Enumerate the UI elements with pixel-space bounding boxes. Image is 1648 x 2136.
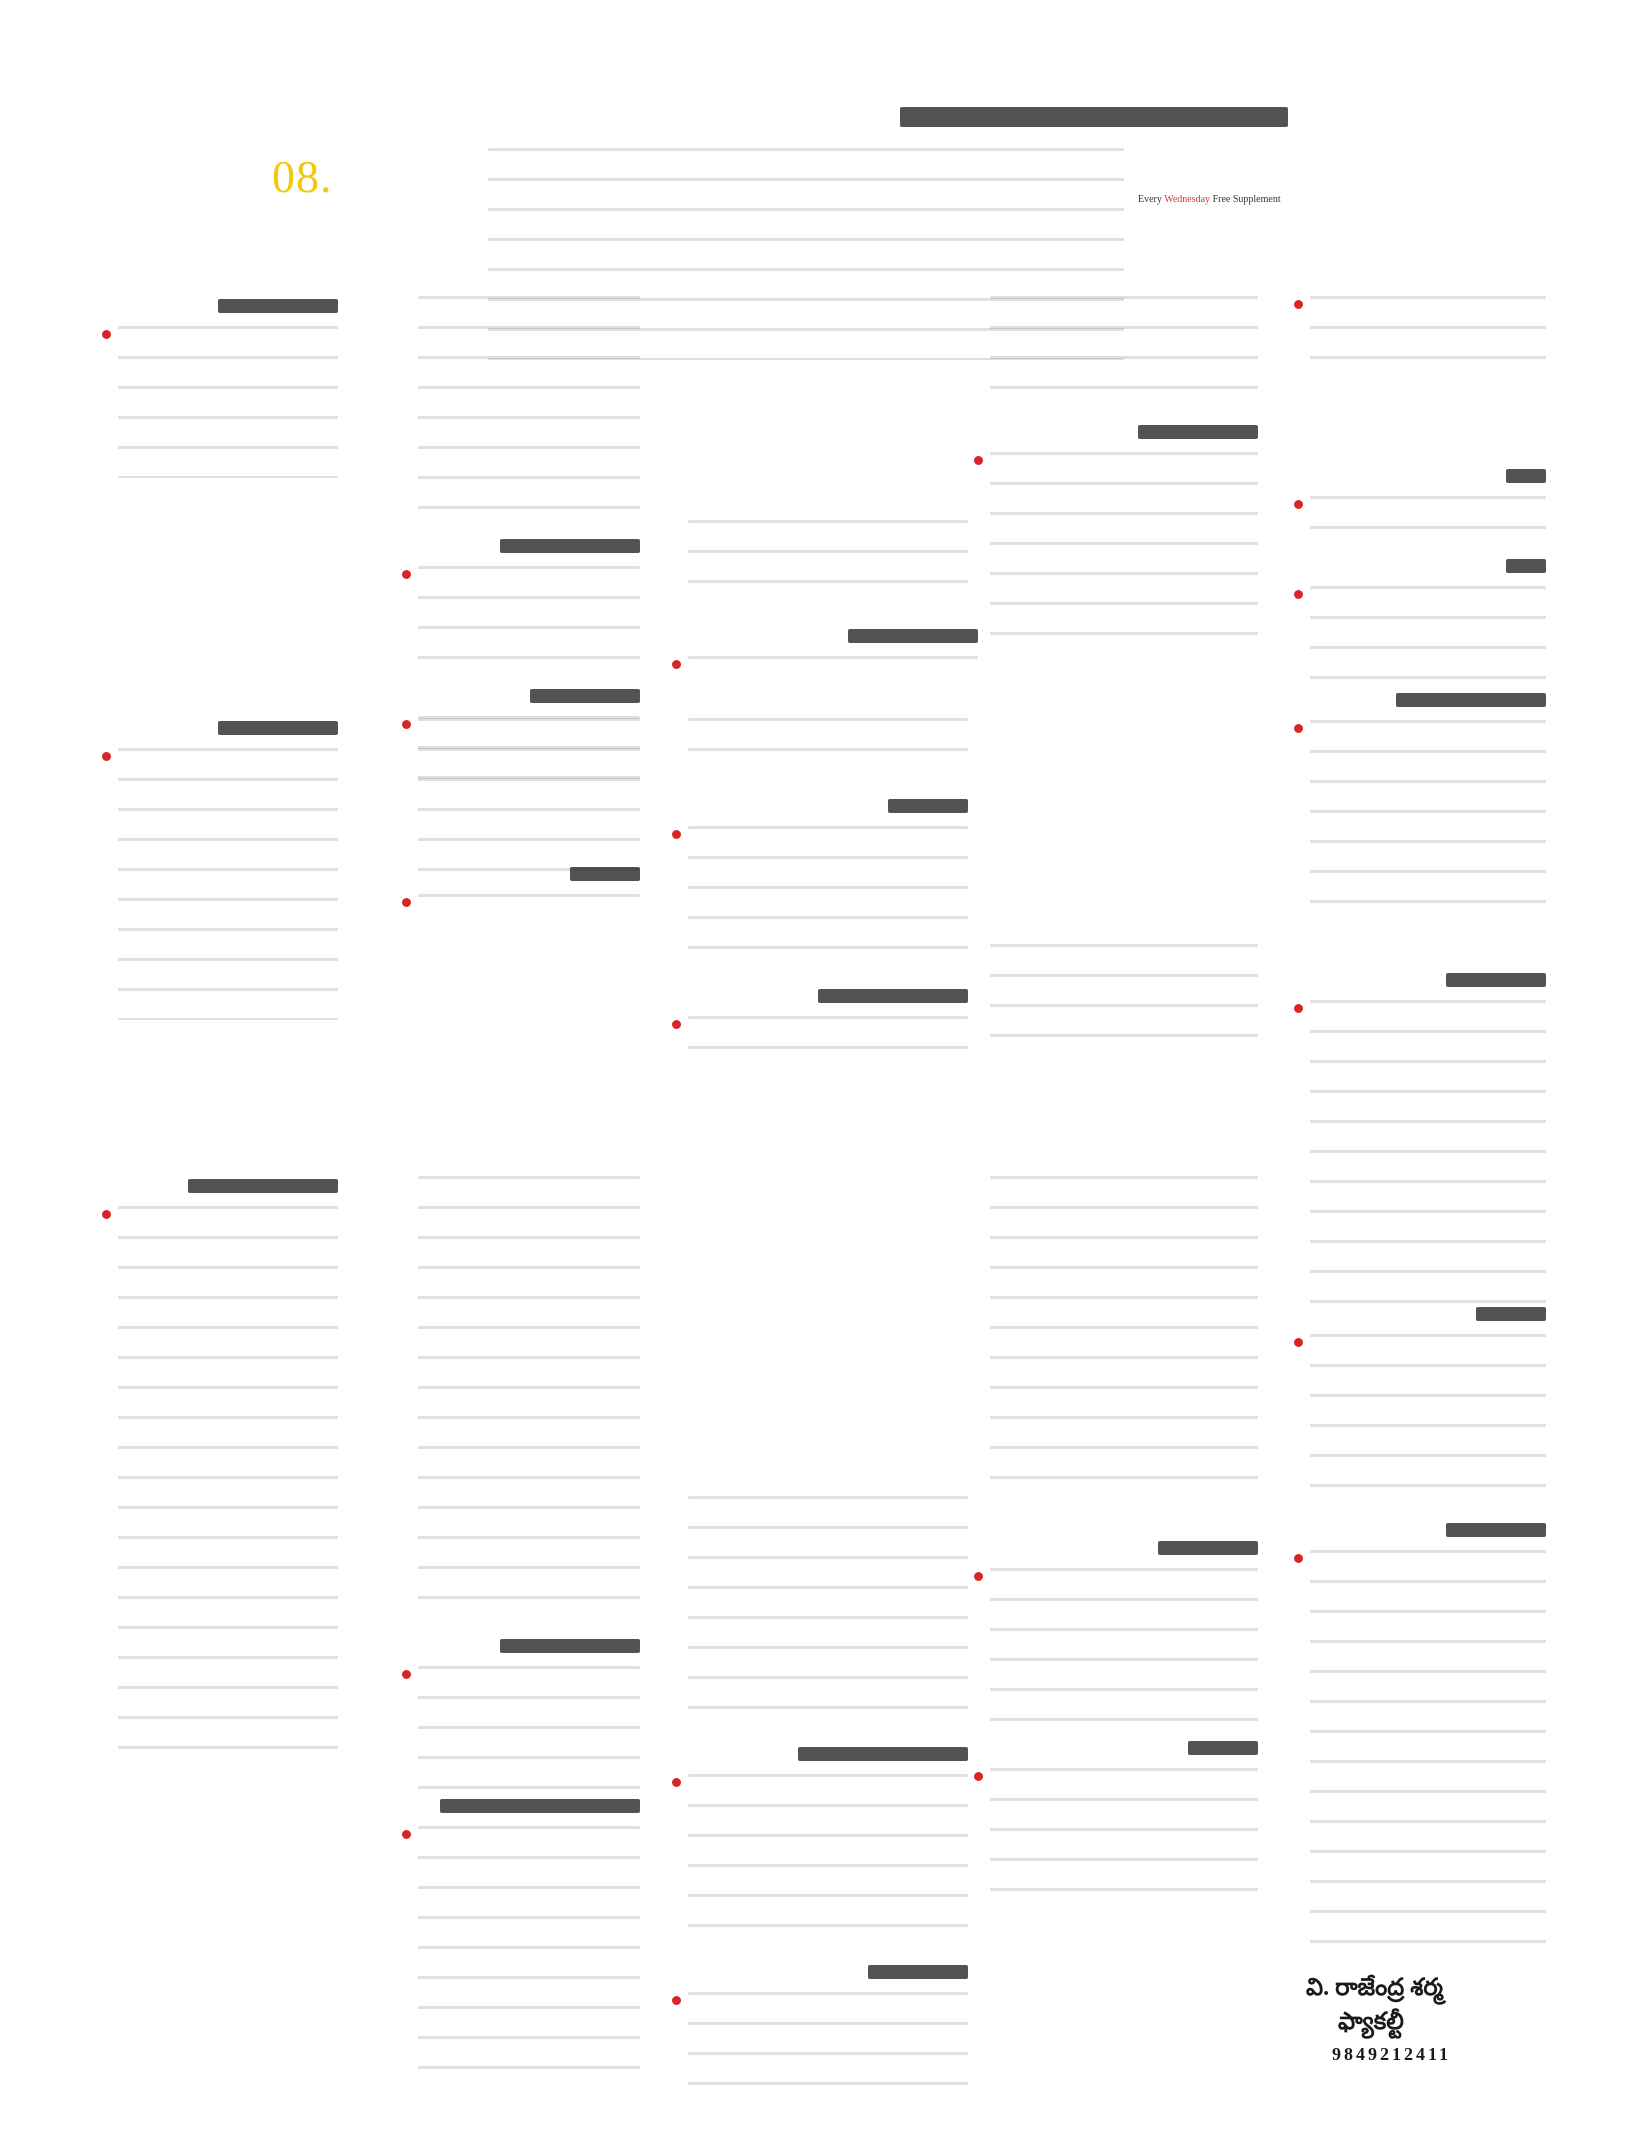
bullet-dot [672, 830, 681, 839]
article-heading [530, 686, 640, 706]
article-body [688, 1992, 968, 2092]
article-heading [1158, 1538, 1258, 1558]
article-heading-text [530, 686, 640, 706]
masthead-day: Wednesday [1164, 194, 1211, 205]
article-heading-text [218, 718, 338, 738]
bullet-dot [102, 1210, 111, 1219]
article-heading [1446, 970, 1546, 990]
article-body [1310, 1334, 1546, 1502]
bullet-dot [402, 1670, 411, 1679]
author-role: ఫ్యాకల్టీ [1338, 2009, 1404, 2035]
article-body [1310, 1550, 1546, 1970]
article-body [688, 1496, 968, 1714]
masthead-suffix: Free Supplement [1210, 194, 1281, 205]
article-body [990, 296, 1258, 406]
article-heading-text [1476, 1304, 1546, 1324]
article-body [418, 718, 640, 878]
bullet-dot [102, 330, 111, 339]
article-body [688, 826, 968, 964]
article-body [1310, 586, 1546, 686]
article-heading-text [188, 1176, 338, 1196]
article-body [418, 566, 640, 676]
article-heading-text [1188, 1738, 1258, 1758]
article-body [1310, 296, 1546, 386]
article-body [688, 1016, 968, 1068]
feature-headline-text [900, 104, 1288, 130]
article-heading [500, 536, 640, 556]
author-name: వి. రాజేంద్ర శర్మ [1306, 1975, 1443, 2001]
article-body [418, 296, 640, 518]
article-heading-text [440, 1796, 640, 1816]
article-heading [868, 1962, 968, 1982]
article-body [1310, 496, 1546, 554]
article-body [1310, 1000, 1546, 1304]
article-heading [798, 1744, 968, 1764]
article-body [688, 520, 968, 602]
article-body [688, 1774, 968, 1944]
bullet-dot [1294, 500, 1303, 509]
article-body [990, 1176, 1258, 1502]
article-heading-text [570, 864, 640, 884]
bullet-dot [672, 1020, 681, 1029]
article-heading [1446, 1520, 1546, 1540]
article-heading [440, 1796, 640, 1816]
bullet-dot [1294, 724, 1303, 733]
bullet-dot [1294, 1338, 1303, 1347]
article-body [418, 1666, 640, 1794]
masthead-prefix: Every [1138, 194, 1165, 205]
bullet-dot [672, 1778, 681, 1787]
article-heading [818, 986, 968, 1006]
feature-headline [900, 104, 1288, 130]
article-heading [888, 796, 968, 816]
article-body [990, 1768, 1258, 1910]
article-heading [218, 718, 338, 738]
article-heading-text [500, 1636, 640, 1656]
article-heading [1188, 1738, 1258, 1758]
article-body [1310, 720, 1546, 914]
article-heading [500, 1636, 640, 1656]
article-body [118, 1206, 338, 1760]
bullet-dot [974, 456, 983, 465]
article-body [990, 944, 1258, 1052]
article-body [418, 1176, 640, 1626]
bullet-dot [1294, 1554, 1303, 1563]
article-heading-text [798, 1744, 968, 1764]
article-heading-text [218, 296, 338, 316]
article-heading-text [818, 986, 968, 1006]
page-number: 08. [272, 151, 333, 202]
article-heading-text [1506, 556, 1546, 576]
article-body [418, 1826, 640, 2094]
article-heading-text [868, 1962, 968, 1982]
article-body [688, 718, 968, 772]
article-heading [848, 626, 978, 646]
article-body [990, 1568, 1258, 1724]
bullet-dot [402, 1830, 411, 1839]
article-heading [1476, 1304, 1546, 1324]
bullet-dot [1294, 1004, 1303, 1013]
bullet-dot [102, 752, 111, 761]
article-heading-text [1396, 690, 1546, 710]
article-body [118, 748, 338, 1020]
bullet-dot [402, 720, 411, 729]
bullet-dot [974, 1772, 983, 1781]
masthead-tagline [1138, 194, 1281, 205]
article-heading [1396, 690, 1546, 710]
article-heading-text [1446, 970, 1546, 990]
article-heading-text [1446, 1520, 1546, 1540]
bullet-dot [1294, 590, 1303, 599]
bullet-dot [974, 1572, 983, 1581]
bullet-dot [402, 898, 411, 907]
article-heading [218, 296, 338, 316]
bullet-dot [1294, 300, 1303, 309]
article-body [688, 656, 978, 676]
article-heading-text [848, 626, 978, 646]
bullet-dot [672, 1996, 681, 2005]
article-heading-text [500, 536, 640, 556]
article-heading-text [888, 796, 968, 816]
article-heading [570, 864, 640, 884]
article-heading-text [1506, 466, 1546, 486]
article-heading [1506, 556, 1546, 576]
article-heading-text [1158, 1538, 1258, 1558]
article-heading [1138, 422, 1258, 442]
article-body [118, 326, 338, 478]
article-heading-text [1138, 422, 1258, 442]
article-heading [188, 1176, 338, 1196]
bullet-dot [672, 660, 681, 669]
article-heading [1506, 466, 1546, 486]
article-body [990, 452, 1258, 638]
author-phone: 9849212411 [1332, 2044, 1452, 2064]
article-body [418, 894, 640, 916]
bullet-dot [402, 570, 411, 579]
